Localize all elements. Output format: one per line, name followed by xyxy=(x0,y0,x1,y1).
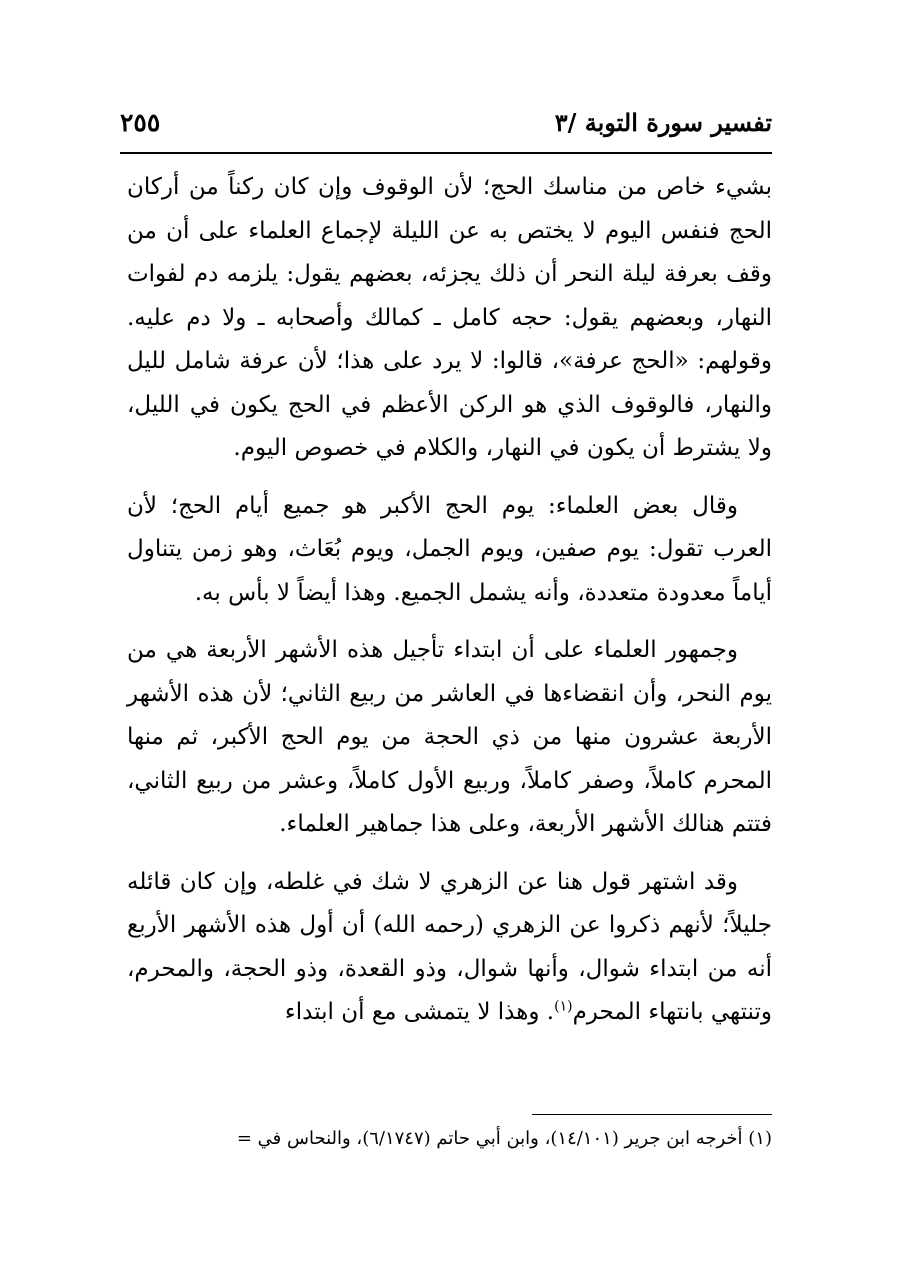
header-rule xyxy=(120,152,772,154)
running-title: تفسير سورة التوبة /٣ xyxy=(554,108,772,137)
footnote: (١) أخرجه ابن جرير (١٤/١٠١)، وابن أبي حاتم (٦/١٧٤٧)، والنحاس في = xyxy=(236,1128,772,1149)
paragraph-3: وجمهور العلماء على أن ابتداء تأجيل هذه الأشهر الأربعة هي من يوم النحر، وأن انقضاءها في العاشر من ربيع الثاني؛ لأن هذه الأشهر الأربعة عشرون منها من ذي الحجة من يوم الحج الأكبر، ثم منها المحرم كاملاً، وصفر كاملاً، وربيع الأول كاملاً، وعشر من ربيع الثاني، فتتم هنالك الأشهر الأربعة، وعلى هذا جماهير العلماء. xyxy=(127,637,772,837)
footnote-reference: (١) xyxy=(554,998,573,1015)
body-text xyxy=(127,166,772,1049)
footnote-separator xyxy=(532,1114,772,1115)
paragraph-4-text: وقد اشتهر قول هنا عن الزهري لا شك في غلطه، وإن كان قائله جليلاً؛ لأنهم ذكروا عن الزهري (رحمه الله) أن أول هذه الأشهر الأربع أنه من ابتداء شوال، وأنها شوال، وذو القعدة، وذو الحجة، والمحرم، وتنتهي بانتهاء المحرم xyxy=(127,868,772,1025)
page-header xyxy=(120,104,772,150)
paragraph-2: وقال بعض العلماء: يوم الحج الأكبر هو جميع أيام الحج؛ لأن العرب تقول: يوم صفين، ويوم الجمل، ويوم بُعَاث، وهو زمن يتناول أياماً معدودة متعددة، وأنه يشمل الجميع. وهذا أيضاً لا بأس به. xyxy=(127,492,772,606)
paragraph-4-continuation: . وهذا لا يتمشى مع أن ابتداء xyxy=(284,999,555,1025)
page-number: ٢٥٥ xyxy=(120,108,161,137)
paragraph-4 xyxy=(127,861,772,1035)
paragraph-1: بشيء خاص من مناسك الحج؛ لأن الوقوف وإن كان ركناً من أركان الحج فنفس اليوم لا يختص به عن الليلة لإجماع العلماء على أن من وقف بعرفة ليلة النحر أن ذلك يجزئه، بعضهم يقول: يلزمه دم لفوات النهار، وبعضهم يقول: حجه كامل ـ كمالك وأصحابه ـ ولا دم عليه. وقولهم: «الحج عرفة»، قالوا: لا يرد على هذا؛ لأن عرفة شامل لليل والنهار، فالوقوف الذي هو الركن الأعظم في الحج يكون في الليل، ولا يشترط أن يكون في النهار، والكلام في خصوص اليوم. xyxy=(127,174,772,461)
